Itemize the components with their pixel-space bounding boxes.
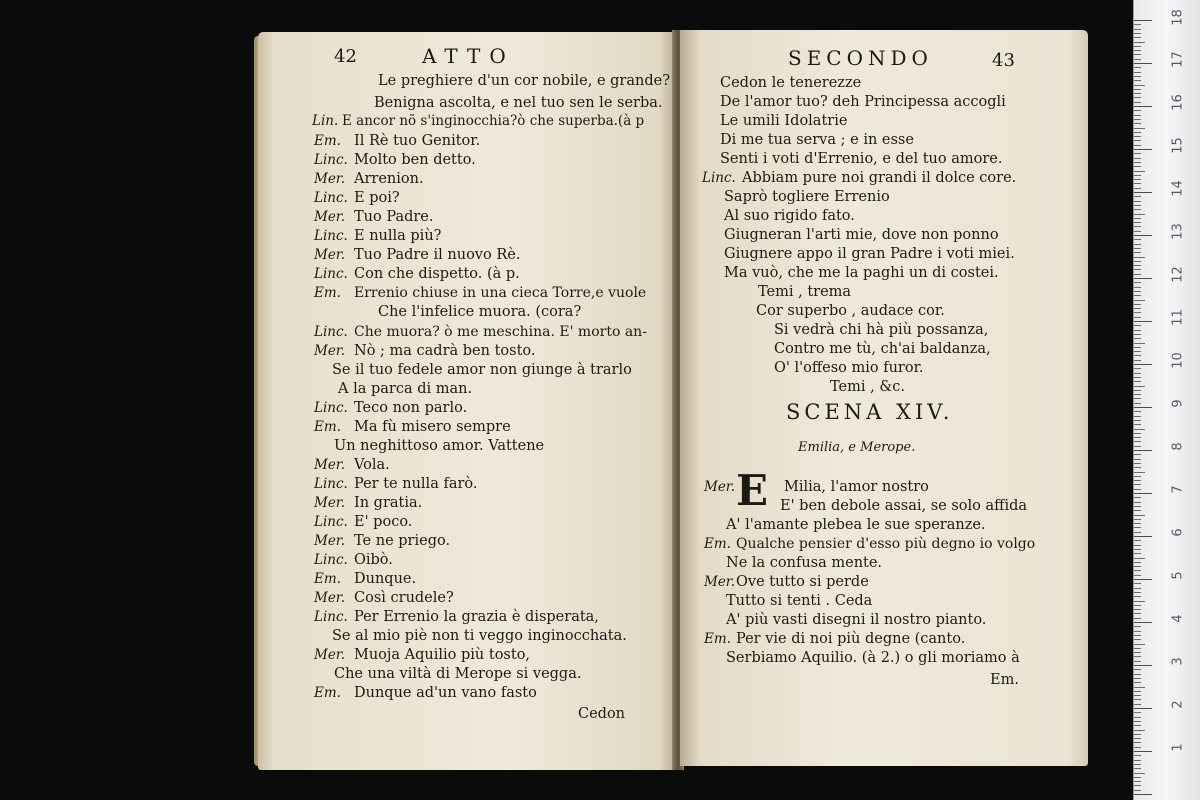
ruler-tick <box>1134 373 1141 374</box>
ruler-number: 12 <box>1170 266 1186 283</box>
ruler-tick <box>1134 411 1141 412</box>
ruler-tick <box>1134 656 1141 657</box>
ruler-tick <box>1134 665 1152 666</box>
ruler-tick <box>1134 20 1152 21</box>
left-line: A la parca di man. <box>338 381 473 397</box>
right-line: Si vedrà chi hà più possanza, <box>774 322 989 338</box>
ruler-tick <box>1134 24 1141 25</box>
ruler-tick <box>1134 644 1145 645</box>
ruler-tick <box>1134 527 1141 528</box>
ruler-tick <box>1134 390 1141 391</box>
left-line: Mer. Te ne priego. <box>314 533 451 549</box>
ruler-tick <box>1134 704 1141 705</box>
right-line: Ne la confusa mente. <box>726 555 883 571</box>
right-line: A' più vasti disegni il nostro pianto. <box>726 612 987 628</box>
ruler-tick <box>1134 566 1141 567</box>
ruler-tick <box>1134 648 1141 649</box>
ruler-tick <box>1134 545 1141 546</box>
ruler-tick <box>1134 239 1141 240</box>
ruler-tick <box>1134 575 1141 576</box>
ruler-tick <box>1134 386 1145 387</box>
right-line: Giugnere appo il gran Padre i voti miei. <box>724 246 1015 262</box>
ruler-tick <box>1134 601 1145 602</box>
ruler-tick <box>1134 282 1141 283</box>
ruler-tick <box>1134 730 1145 731</box>
ruler-tick <box>1134 674 1141 675</box>
right-line: Em. Per vie di noi più degne (canto. <box>704 631 966 647</box>
left-line: Se al mio piè non ti veggo inginocchata. <box>332 628 627 644</box>
ruler-tick <box>1134 463 1141 464</box>
ruler-tick <box>1134 308 1141 309</box>
ruler-number: 13 <box>1170 223 1186 240</box>
ruler-tick <box>1134 325 1141 326</box>
ruler-tick <box>1134 287 1141 288</box>
scene-persons: Emilia, e Merope. <box>798 440 916 455</box>
ruler-tick <box>1134 140 1141 141</box>
left-line: Linc. Per te nulla farò. <box>314 476 478 492</box>
left-line: Le preghiere d'un cor nobile, e grande? <box>378 73 670 89</box>
ruler-tick <box>1134 420 1141 421</box>
ruler-number: 14 <box>1170 180 1186 197</box>
left-line: Linc. Con che dispetto. (à p. <box>314 266 520 282</box>
ruler-tick <box>1134 480 1141 481</box>
left-page <box>258 32 676 770</box>
right-line: Contro me tù, ch'ai baldanza, <box>774 341 991 357</box>
ruler-tick <box>1134 106 1152 107</box>
ruler-tick <box>1134 450 1152 451</box>
left-line: Che l'infelice muora. (cora? <box>378 304 582 320</box>
left-line: Linc. E' poco. <box>314 514 413 530</box>
ruler-tick <box>1134 330 1141 331</box>
ruler-tick <box>1134 398 1141 399</box>
left-line: Linc. Molto ben detto. <box>314 152 476 168</box>
ruler-tick <box>1134 235 1152 236</box>
ruler-tick <box>1134 613 1141 614</box>
ruler-tick <box>1134 261 1141 262</box>
left-line: Linc. E nulla più? <box>314 228 442 244</box>
ruler-tick <box>1134 725 1141 726</box>
ruler-tick <box>1134 360 1141 361</box>
ruler-tick <box>1134 205 1141 206</box>
ruler-tick <box>1134 119 1141 120</box>
left-line: Mer. Muoja Aquilio più tosto, <box>314 647 531 663</box>
ruler-tick <box>1134 97 1141 98</box>
ruler-tick <box>1134 248 1141 249</box>
ruler-tick <box>1134 631 1141 632</box>
left-running-head: ATTO <box>422 44 515 68</box>
ruler-tick <box>1134 269 1141 270</box>
ruler-tick <box>1134 768 1141 769</box>
right-line: Senti i voti d'Errenio, e del tuo amore. <box>720 151 1003 167</box>
right-line: Al suo rigido fato. <box>724 208 855 224</box>
ruler-tick <box>1134 209 1141 210</box>
ruler-number: 7 <box>1170 485 1186 494</box>
ruler-tick <box>1134 742 1141 743</box>
ruler-tick <box>1134 110 1141 111</box>
scene-title: SCENA XIV. <box>786 400 954 424</box>
right-line: Cedon le tenerezze <box>720 75 862 91</box>
ruler-tick <box>1134 588 1141 589</box>
ruler-tick <box>1134 67 1141 68</box>
ruler-tick <box>1134 687 1145 688</box>
right-line: Tutto si tenti . Ceda <box>726 593 873 609</box>
ruler-tick <box>1134 50 1141 51</box>
ruler-tick <box>1134 29 1141 30</box>
left-line: Em. Dunque. <box>314 571 417 587</box>
ruler-tick <box>1134 605 1141 606</box>
right-line: Em. Qualche pensier d'esso più degno io volgo <box>704 536 1036 552</box>
ruler-number: 16 <box>1170 94 1186 111</box>
ruler-tick <box>1134 222 1141 223</box>
ruler-tick <box>1134 153 1141 154</box>
ruler-tick <box>1134 429 1145 430</box>
ruler-tick <box>1134 214 1145 215</box>
ruler-number: 17 <box>1170 51 1186 68</box>
ruler-tick <box>1134 102 1141 103</box>
right-line: Le umili Idolatrie <box>720 113 848 129</box>
left-line: Em. Errenio chiuse in una cieca Torre,e vuole <box>314 285 647 301</box>
ruler-tick <box>1134 558 1145 559</box>
ruler-tick <box>1134 149 1152 150</box>
right-line: Ma vuò, che me la paghi un di costei. <box>724 265 999 281</box>
ruler-tick <box>1134 37 1141 38</box>
ruler-tick <box>1134 764 1141 765</box>
ruler-tick <box>1134 291 1141 292</box>
ruler-tick <box>1134 257 1145 258</box>
ruler-tick <box>1134 304 1141 305</box>
ruler-tick <box>1134 201 1141 202</box>
ruler-tick <box>1134 312 1141 313</box>
ruler-tick <box>1134 437 1141 438</box>
ruler-tick <box>1134 523 1141 524</box>
ruler-tick <box>1134 489 1141 490</box>
measuring-ruler <box>1133 0 1200 800</box>
left-line: Se il tuo fedele amor non giunge à trarlo <box>332 362 632 378</box>
ruler-tick <box>1134 760 1141 761</box>
right-line: Temi , trema <box>758 284 852 300</box>
ruler-tick <box>1134 347 1141 348</box>
ruler-tick <box>1134 678 1141 679</box>
ruler-tick <box>1134 394 1141 395</box>
left-line: Em. Dunque ad'un vano fasto <box>314 685 537 701</box>
ruler-tick <box>1134 317 1141 318</box>
ruler-tick <box>1134 338 1141 339</box>
right-line: O' l'offeso mio furor. <box>774 360 924 376</box>
ruler-tick <box>1134 424 1141 425</box>
right-line: A' l'amante plebea le sue speranze. <box>726 517 986 533</box>
ruler-tick <box>1134 781 1141 782</box>
left-page-number: 42 <box>334 46 357 67</box>
left-line: Linc. Teco non parlo. <box>314 400 468 416</box>
ruler-tick <box>1134 244 1141 245</box>
ruler-tick <box>1134 502 1141 503</box>
left-line: Mer. Arrenion. <box>314 171 424 187</box>
ruler-tick <box>1134 162 1141 163</box>
ruler-tick <box>1134 407 1152 408</box>
ruler-tick <box>1134 738 1141 739</box>
ruler-tick <box>1134 33 1141 34</box>
ruler-tick <box>1134 368 1141 369</box>
ruler-tick <box>1134 321 1152 322</box>
left-line: Mer. Tuo Padre il nuovo Rè. <box>314 247 521 263</box>
right-line: Mer.Ove tutto si perde <box>704 574 869 590</box>
ruler-tick <box>1134 712 1141 713</box>
ruler-tick <box>1134 89 1141 90</box>
ruler-tick <box>1134 506 1141 507</box>
ruler-tick <box>1134 785 1141 786</box>
ruler-tick <box>1134 751 1152 752</box>
ruler-tick <box>1134 42 1145 43</box>
ruler-tick <box>1134 708 1152 709</box>
ruler-tick <box>1134 115 1141 116</box>
ruler-tick <box>1134 497 1141 498</box>
ruler-tick <box>1134 699 1141 700</box>
ruler-tick <box>1134 592 1141 593</box>
right-line: Saprò togliere Errenio <box>724 189 890 205</box>
ruler-tick <box>1134 416 1141 417</box>
ruler-number: 8 <box>1170 442 1186 451</box>
ruler-tick <box>1134 609 1141 610</box>
right-running-head: SECONDO <box>788 46 933 70</box>
ruler-tick <box>1134 635 1141 636</box>
ruler-tick <box>1134 46 1141 47</box>
left-line: Em. Ma fù misero sempre <box>314 419 511 435</box>
ruler-tick <box>1134 72 1141 73</box>
ruler-tick <box>1134 626 1141 627</box>
ruler-tick <box>1134 553 1141 554</box>
ruler-tick <box>1134 132 1141 133</box>
ruler-tick <box>1134 661 1141 662</box>
left-line: Linc. Per Errenio la grazia è disperata, <box>314 609 599 625</box>
left-catchword: Cedon <box>578 706 626 722</box>
ruler-tick <box>1134 171 1145 172</box>
ruler-number: 10 <box>1170 352 1186 369</box>
ruler-tick <box>1134 377 1141 378</box>
ruler-tick <box>1134 562 1141 563</box>
ruler-tick <box>1134 351 1141 352</box>
ruler-tick <box>1134 183 1141 184</box>
ruler-tick <box>1134 300 1145 301</box>
ruler-tick <box>1134 355 1141 356</box>
ruler-tick <box>1134 622 1152 623</box>
ruler-tick <box>1134 639 1141 640</box>
ruler-tick <box>1134 570 1141 571</box>
right-line: Cor superbo , audace cor. <box>756 303 945 319</box>
ruler-tick <box>1134 747 1141 748</box>
ruler-tick <box>1134 343 1145 344</box>
ruler-tick <box>1134 794 1152 795</box>
ruler-tick <box>1134 790 1141 791</box>
drop-cap: E <box>736 466 769 515</box>
right-line: Mer. Milia, l'amor nostro <box>704 479 929 495</box>
ruler-tick <box>1134 519 1141 520</box>
right-line: Di me tua serva ; e in esse <box>720 132 914 148</box>
right-line: Serbiamo Aquilio. (à 2.) o gli moriamo à <box>726 650 1020 666</box>
ruler-tick <box>1134 441 1141 442</box>
ruler-tick <box>1134 63 1152 64</box>
ruler-number: 18 <box>1170 9 1186 26</box>
ruler-tick <box>1134 773 1145 774</box>
left-line: Mer. In gratia. <box>314 495 423 511</box>
ruler-tick <box>1134 540 1141 541</box>
ruler-tick <box>1134 59 1141 60</box>
left-line: Em. Il Rè tuo Genitor. <box>314 133 481 149</box>
ruler-tick <box>1134 145 1141 146</box>
ruler-tick <box>1134 54 1141 55</box>
left-line: Lin. E ancor nõ s'inginocchia?ò che superba.(à p <box>312 113 645 129</box>
ruler-tick <box>1134 459 1141 460</box>
ruler-tick <box>1134 472 1145 473</box>
ruler-tick <box>1134 295 1141 296</box>
ruler-number: 9 <box>1170 399 1186 408</box>
right-page <box>680 30 1088 766</box>
ruler-tick <box>1134 734 1141 735</box>
ruler-tick <box>1134 85 1145 86</box>
ruler-tick <box>1134 364 1152 365</box>
ruler-tick <box>1134 433 1141 434</box>
left-line: Un neghittoso amor. Vattene <box>334 438 545 454</box>
ruler-tick <box>1134 128 1145 129</box>
ruler-tick <box>1134 80 1141 81</box>
right-line: Linc. Abbiam pure noi grandi il dolce core. <box>702 170 1017 186</box>
ruler-number: 2 <box>1170 700 1186 709</box>
ruler-number: 11 <box>1170 309 1186 326</box>
ruler-tick <box>1134 493 1152 494</box>
ruler-tick <box>1134 265 1141 266</box>
right-line: Temi , &c. <box>830 379 905 395</box>
ruler-tick <box>1134 334 1141 335</box>
ruler-tick <box>1134 188 1141 189</box>
right-line: Giugneran l'arti mie, dove non ponno <box>724 227 999 243</box>
left-line: Mer. Tuo Padre. <box>314 209 434 225</box>
ruler-tick <box>1134 196 1141 197</box>
right-page-number: 43 <box>992 50 1015 71</box>
ruler-tick <box>1134 721 1141 722</box>
ruler-tick <box>1134 218 1141 219</box>
left-line: Mer. Vola. <box>314 457 390 473</box>
ruler-tick <box>1134 454 1141 455</box>
ruler-tick <box>1134 136 1141 137</box>
left-line: Linc. E poi? <box>314 190 400 206</box>
ruler-number: 15 <box>1170 137 1186 154</box>
ruler-tick <box>1134 691 1141 692</box>
ruler-tick <box>1134 179 1141 180</box>
ruler-tick <box>1134 536 1152 537</box>
ruler-number: 5 <box>1170 571 1186 580</box>
ruler-tick <box>1134 231 1141 232</box>
left-line: Mer. Nò ; ma cadrà ben tosto. <box>314 343 536 359</box>
ruler-tick <box>1134 618 1141 619</box>
ruler-tick <box>1134 510 1141 511</box>
ruler-tick <box>1134 467 1141 468</box>
ruler-tick <box>1134 226 1141 227</box>
left-line: Linc. Oibò. <box>314 552 393 568</box>
left-line: Benigna ascolta, e nel tuo sen le serba. <box>374 95 663 111</box>
ruler-tick <box>1134 484 1141 485</box>
ruler-tick <box>1134 175 1141 176</box>
ruler-tick <box>1134 123 1141 124</box>
ruler-tick <box>1134 532 1141 533</box>
ruler-tick <box>1134 278 1152 279</box>
ruler-number: 1 <box>1170 743 1186 752</box>
ruler-tick <box>1134 446 1141 447</box>
ruler-tick <box>1134 549 1141 550</box>
ruler-number: 4 <box>1170 614 1186 623</box>
left-line: Linc. Che muora? ò me meschina. E' morto an- <box>314 324 647 340</box>
ruler-tick <box>1134 252 1141 253</box>
right-line: De l'amor tuo? deh Principessa accogli <box>720 94 1006 110</box>
ruler-tick <box>1134 652 1141 653</box>
ruler-tick <box>1134 403 1141 404</box>
left-line: Che una viltà di Merope si vegga. <box>334 666 582 682</box>
ruler-tick <box>1134 579 1152 580</box>
ruler-tick <box>1134 274 1141 275</box>
ruler-tick <box>1134 476 1141 477</box>
left-line: Mer. Così crudele? <box>314 590 454 606</box>
ruler-tick <box>1134 717 1141 718</box>
ruler-tick <box>1134 777 1141 778</box>
ruler-tick <box>1134 755 1141 756</box>
ruler-tick <box>1134 515 1145 516</box>
ruler-tick <box>1134 583 1141 584</box>
ruler-tick <box>1134 192 1152 193</box>
right-line: E' ben debole assai, se solo affida <box>780 498 1028 514</box>
ruler-number: 3 <box>1170 657 1186 666</box>
ruler-tick <box>1134 695 1141 696</box>
ruler-tick <box>1134 682 1141 683</box>
ruler-tick <box>1134 93 1141 94</box>
right-catchword: Em. <box>990 672 1019 688</box>
ruler-tick <box>1134 166 1141 167</box>
ruler-tick <box>1134 669 1141 670</box>
ruler-tick <box>1134 76 1141 77</box>
ruler-number: 6 <box>1170 528 1186 537</box>
ruler-tick <box>1134 158 1141 159</box>
ruler-tick <box>1134 381 1141 382</box>
ruler-tick <box>1134 596 1141 597</box>
